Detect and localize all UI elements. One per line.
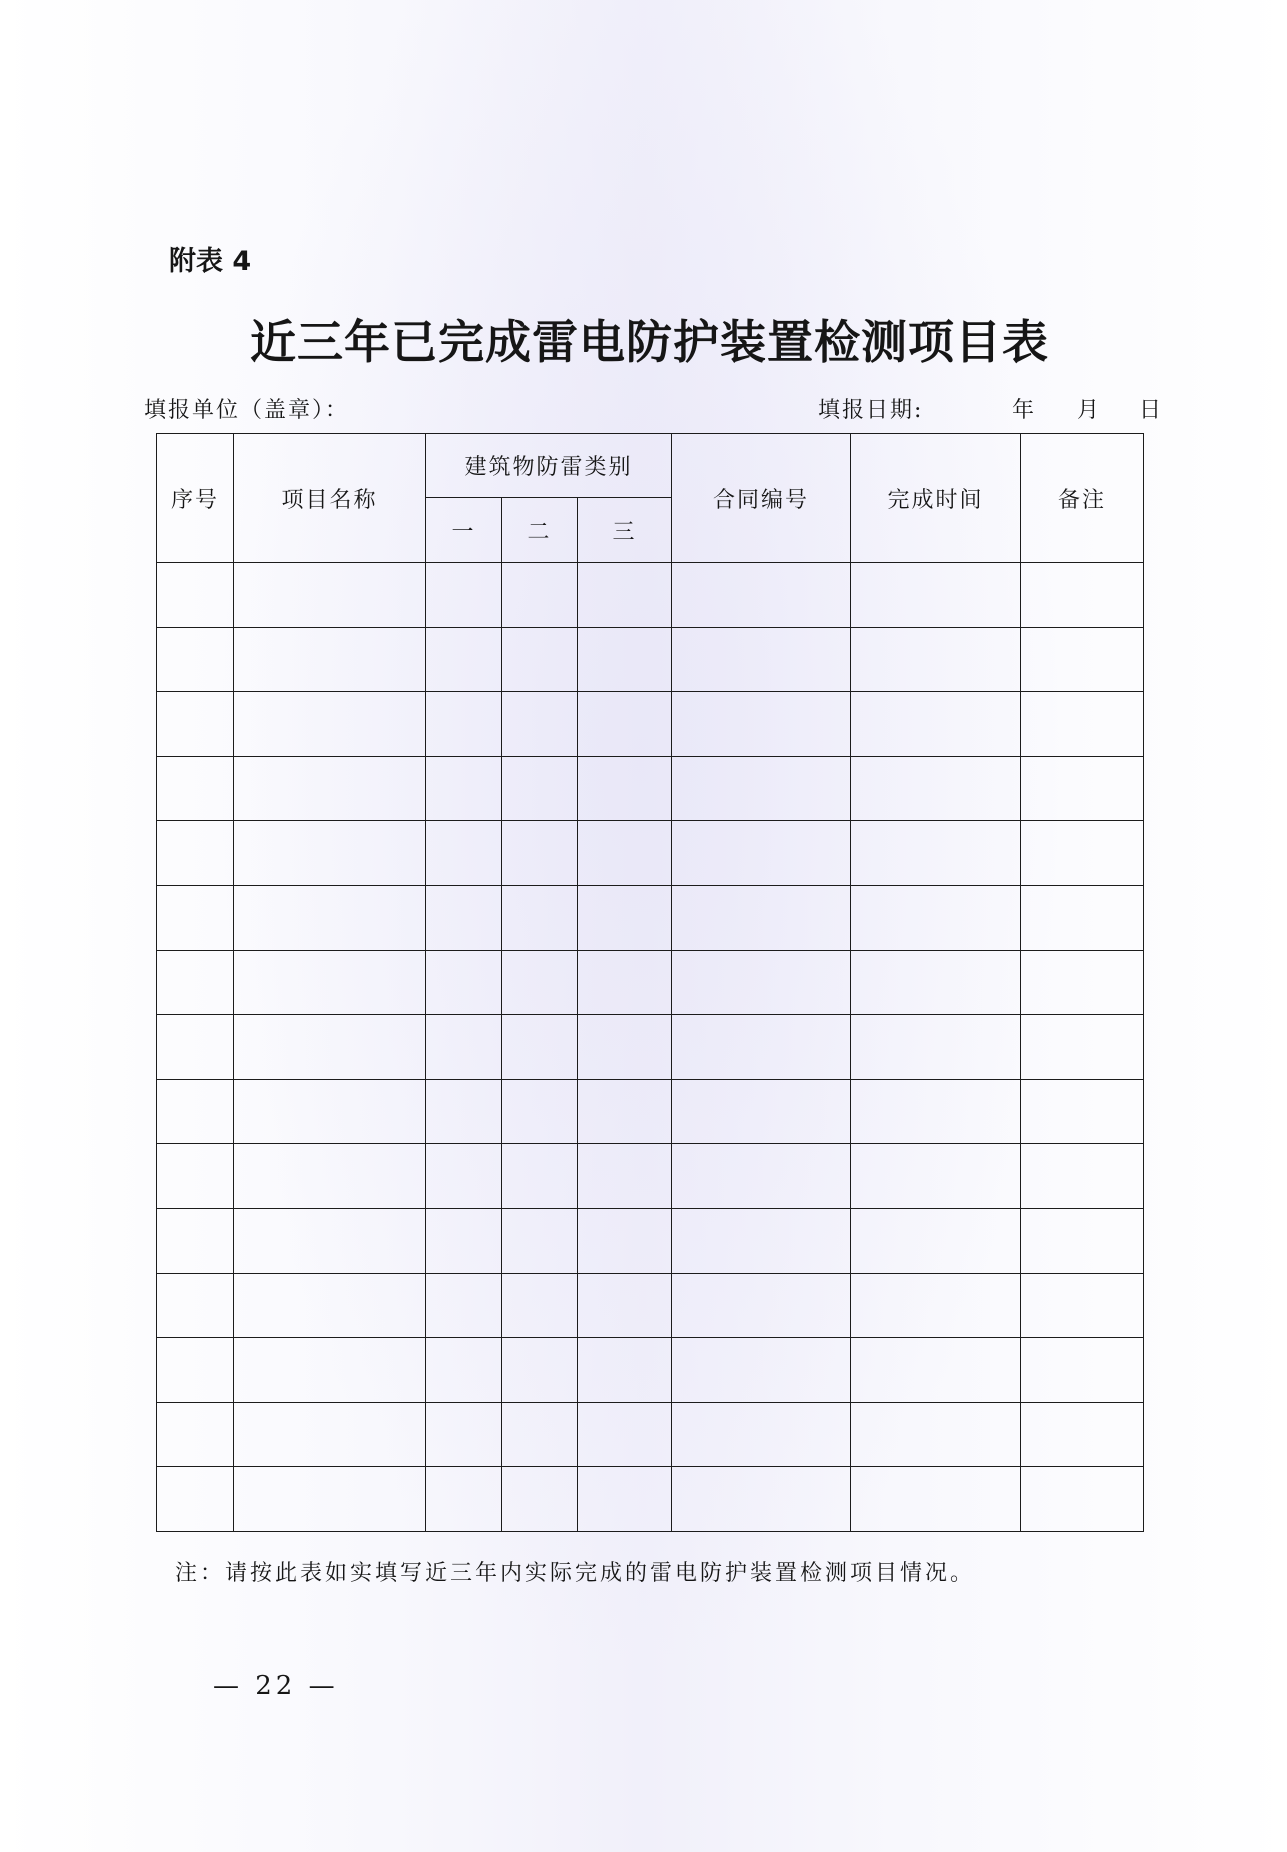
- table-cell: [672, 1467, 851, 1532]
- table-cell: [578, 692, 672, 757]
- table-cell: [234, 1402, 426, 1467]
- table-cell: [502, 821, 578, 886]
- column-header-category-2: 二: [502, 498, 578, 563]
- table-cell: [502, 627, 578, 692]
- table-cell: [851, 1273, 1021, 1338]
- table-cell: [157, 1208, 234, 1273]
- table-row: [157, 885, 1144, 950]
- table-cell: [1021, 1273, 1144, 1338]
- table-cell: [426, 1467, 502, 1532]
- column-header-seq: 序号: [157, 434, 234, 563]
- table-cell: [1021, 563, 1144, 628]
- table-cell: [851, 627, 1021, 692]
- table-cell: [234, 1079, 426, 1144]
- table-row: [157, 1273, 1144, 1338]
- table-cell: [157, 1273, 234, 1338]
- table-cell: [672, 1338, 851, 1403]
- appendix-label: 附表 4: [169, 246, 252, 277]
- table-cell: [672, 821, 851, 886]
- table-cell: [672, 1402, 851, 1467]
- table-row: [157, 692, 1144, 757]
- table-cell: [1021, 1402, 1144, 1467]
- table-cell: [426, 692, 502, 757]
- table-cell: [1021, 1144, 1144, 1209]
- table-cell: [234, 950, 426, 1015]
- table-cell: [851, 1079, 1021, 1144]
- table-cell: [1021, 885, 1144, 950]
- table-cell: [672, 885, 851, 950]
- table-cell: [426, 885, 502, 950]
- table-cell: [426, 821, 502, 886]
- reporting-unit-label: 填报单位（盖章）：: [144, 398, 350, 423]
- table-cell: [851, 1467, 1021, 1532]
- table-row: [157, 1467, 1144, 1532]
- table-cell: [851, 1015, 1021, 1080]
- table-cell: [1021, 1338, 1144, 1403]
- table-cell: [578, 1273, 672, 1338]
- table-cell: [672, 1015, 851, 1080]
- table-cell: [157, 821, 234, 886]
- table-cell: [426, 627, 502, 692]
- date-day-label: 日: [1139, 398, 1164, 423]
- column-header-project-name: 项目名称: [234, 434, 426, 563]
- table-cell: [578, 821, 672, 886]
- table-cell: [234, 756, 426, 821]
- table-cell: [157, 1079, 234, 1144]
- table-cell: [578, 1467, 672, 1532]
- table-cell: [1021, 756, 1144, 821]
- table-cell: [578, 627, 672, 692]
- table-cell: [502, 1402, 578, 1467]
- table-cell: [234, 1015, 426, 1080]
- column-header-remarks: 备注: [1021, 434, 1144, 563]
- table-cell: [157, 627, 234, 692]
- table-cell: [1021, 821, 1144, 886]
- table-header-row: [157, 434, 1144, 498]
- table-cell: [851, 692, 1021, 757]
- table-cell: [502, 692, 578, 757]
- table-cell: [672, 1208, 851, 1273]
- table-cell: [1021, 950, 1144, 1015]
- table-row: [157, 1338, 1144, 1403]
- table-cell: [157, 1467, 234, 1532]
- table-cell: [851, 1144, 1021, 1209]
- table-row: [157, 1208, 1144, 1273]
- table-cell: [1021, 692, 1144, 757]
- table-row: [157, 627, 1144, 692]
- footnote: 注：请按此表如实填写近三年内实际完成的雷电防护装置检测项目情况。: [175, 1561, 976, 1586]
- table-cell: [426, 563, 502, 628]
- table-row: [157, 1402, 1144, 1467]
- table-cell: [157, 950, 234, 1015]
- table-cell: [672, 627, 851, 692]
- table-cell: [426, 1079, 502, 1144]
- table-cell: [578, 1079, 672, 1144]
- table-cell: [426, 1208, 502, 1273]
- table-cell: [157, 1402, 234, 1467]
- table-cell: [672, 1144, 851, 1209]
- table-body: [157, 563, 1144, 1532]
- table-cell: [234, 563, 426, 628]
- column-header-category-1: 一: [426, 498, 502, 563]
- table-cell: [578, 1144, 672, 1209]
- table-cell: [502, 1467, 578, 1532]
- table-cell: [1021, 1208, 1144, 1273]
- table-cell: [578, 950, 672, 1015]
- table-cell: [426, 950, 502, 1015]
- table-cell: [157, 1144, 234, 1209]
- table-cell: [1021, 1467, 1144, 1532]
- column-header-completion-time: 完成时间: [851, 434, 1021, 563]
- table-cell: [578, 563, 672, 628]
- table-cell: [851, 950, 1021, 1015]
- table-cell: [234, 885, 426, 950]
- table-row: [157, 1015, 1144, 1080]
- table-cell: [851, 885, 1021, 950]
- table-cell: [502, 1338, 578, 1403]
- project-table: [156, 433, 1144, 1532]
- table-cell: [578, 756, 672, 821]
- table-cell: [157, 563, 234, 628]
- reporting-date-label: 填报日期:: [818, 398, 924, 423]
- table-cell: [851, 563, 1021, 628]
- page-title: 近三年已完成雷电防护装置检测项目表: [250, 315, 1049, 369]
- table-cell: [502, 1079, 578, 1144]
- table-cell: [1021, 1015, 1144, 1080]
- table-cell: [157, 1015, 234, 1080]
- table-row: [157, 563, 1144, 628]
- table-cell: [578, 1402, 672, 1467]
- table-cell: [851, 1338, 1021, 1403]
- table-cell: [502, 1144, 578, 1209]
- table-cell: [502, 1208, 578, 1273]
- table-cell: [672, 1273, 851, 1338]
- table-header: [157, 434, 1144, 563]
- table-cell: [502, 1273, 578, 1338]
- table-cell: [234, 692, 426, 757]
- table-cell: [502, 950, 578, 1015]
- table-cell: [234, 1144, 426, 1209]
- table-cell: [502, 563, 578, 628]
- table-cell: [157, 885, 234, 950]
- table-cell: [672, 950, 851, 1015]
- table-cell: [578, 885, 672, 950]
- table-cell: [502, 885, 578, 950]
- table-cell: [1021, 1079, 1144, 1144]
- table-row: [157, 950, 1144, 1015]
- table-cell: [426, 1338, 502, 1403]
- table-cell: [672, 1079, 851, 1144]
- table-cell: [851, 756, 1021, 821]
- table-cell: [578, 1015, 672, 1080]
- table-cell: [502, 1015, 578, 1080]
- table-row: [157, 821, 1144, 886]
- table-row: [157, 1079, 1144, 1144]
- table-cell: [672, 563, 851, 628]
- table-cell: [157, 692, 234, 757]
- table-cell: [851, 1208, 1021, 1273]
- table-cell: [157, 756, 234, 821]
- date-month-label: 月: [1077, 398, 1102, 423]
- column-header-category-3: 三: [578, 498, 672, 563]
- column-header-lightning-category: 建筑物防雷类别: [426, 434, 672, 498]
- table-cell: [672, 692, 851, 757]
- table-row: [157, 1144, 1144, 1209]
- table-cell: [1021, 627, 1144, 692]
- table-cell: [157, 1338, 234, 1403]
- table-cell: [234, 1208, 426, 1273]
- table-cell: [502, 756, 578, 821]
- page-number: — 22 —: [213, 1671, 339, 1701]
- table-cell: [426, 1273, 502, 1338]
- table-cell: [234, 627, 426, 692]
- table-cell: [851, 821, 1021, 886]
- table-cell: [672, 756, 851, 821]
- table-cell: [234, 821, 426, 886]
- table-cell: [578, 1338, 672, 1403]
- table-cell: [234, 1338, 426, 1403]
- date-year-label: 年: [1012, 398, 1037, 423]
- table-cell: [426, 756, 502, 821]
- table-cell: [426, 1144, 502, 1209]
- column-header-contract-number: 合同编号: [672, 434, 851, 563]
- table-cell: [234, 1467, 426, 1532]
- table-cell: [426, 1402, 502, 1467]
- table-row: [157, 756, 1144, 821]
- table-cell: [234, 1273, 426, 1338]
- table-cell: [851, 1402, 1021, 1467]
- table-cell: [426, 1015, 502, 1080]
- table-cell: [578, 1208, 672, 1273]
